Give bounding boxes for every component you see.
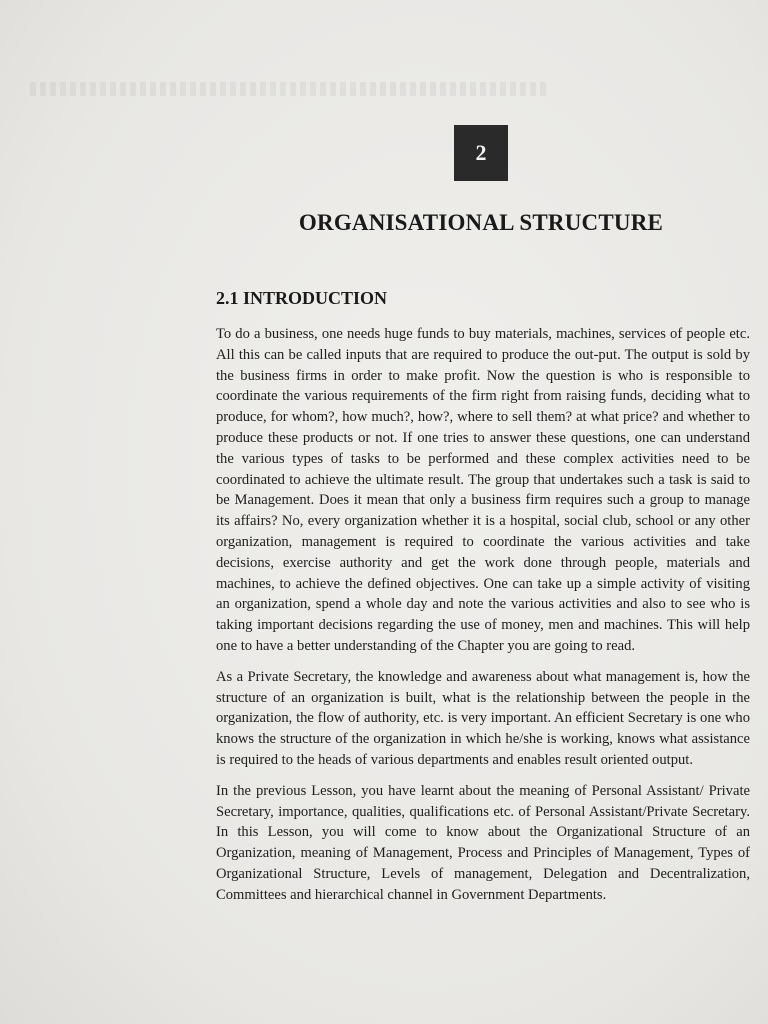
- body-text: [216, 324, 750, 906]
- paragraph-private-secretary: As a Private Secretary, the knowledge and awareness about what management is, how the structure of an organization is built, what is the relationship between the people in the organization, the flow of authority, etc. is very important. An efficient Secretary is one who knows the structure of the organization in which he/she is working, knows what assistance is required to the heads of various departments and enables result oriented output.: [216, 668, 750, 768]
- chapter-title: ORGANISATIONAL STRUCTURE: [298, 210, 664, 235]
- paragraph-intro: To do a business, one needs huge funds to buy materials, machines, services of people etc. All this can be called inputs that are required to produce the out-put. The output is sold by the business firms in order to make profit. Now the question is who is responsible to coordinate the various requirements of the firm right from raising funds, deciding what to produce, for whom?, how much?, how?, where to sell them? at what price? and whether to produce these products or not. If one tries to answer these questions, one can understand the various types of tasks to be performed and these complex activities need to be coordinated to achieve the ultimate result. The group that undertakes such a task is said to be Management. Does it mean that only a business firm requires such a group to manage its affairs? No, every organization whether it is a hospital, social club, school or any other organization, management is required to coordinate the various activities and take decisions, exercise authority and get the work done through people, materials and machines, to achieve the defined objectives. One can take up a simple activity of visiting an organization, spend a whole day and note the various activities and also to see who is taking important decisions regarding the use of money, men and machines. This will help one to have a better understanding of the Chapter you are going to read.: [216, 326, 750, 654]
- faint-bleed-through-text: [30, 82, 550, 96]
- section-heading: 2.1 INTRODUCTION: [216, 288, 388, 308]
- paragraph-lesson-overview: In the previous Lesson, you have learnt about the meaning of Personal Assistant/ Private Secretary, importance, qualities, qualifications etc. of Personal Assistant/Private Secretary. In this Lesson, you will come to know about the Organizational Structure of an Organization, meaning of Management, Process and Principles of Management, Types of Organizational Structure, Levels of management, Delegation and Decentralization, Committees and hierarchical channel in Government Departments.: [216, 782, 750, 903]
- chapter-number: 2: [475, 140, 487, 165]
- chapter-number-badge: [454, 125, 508, 181]
